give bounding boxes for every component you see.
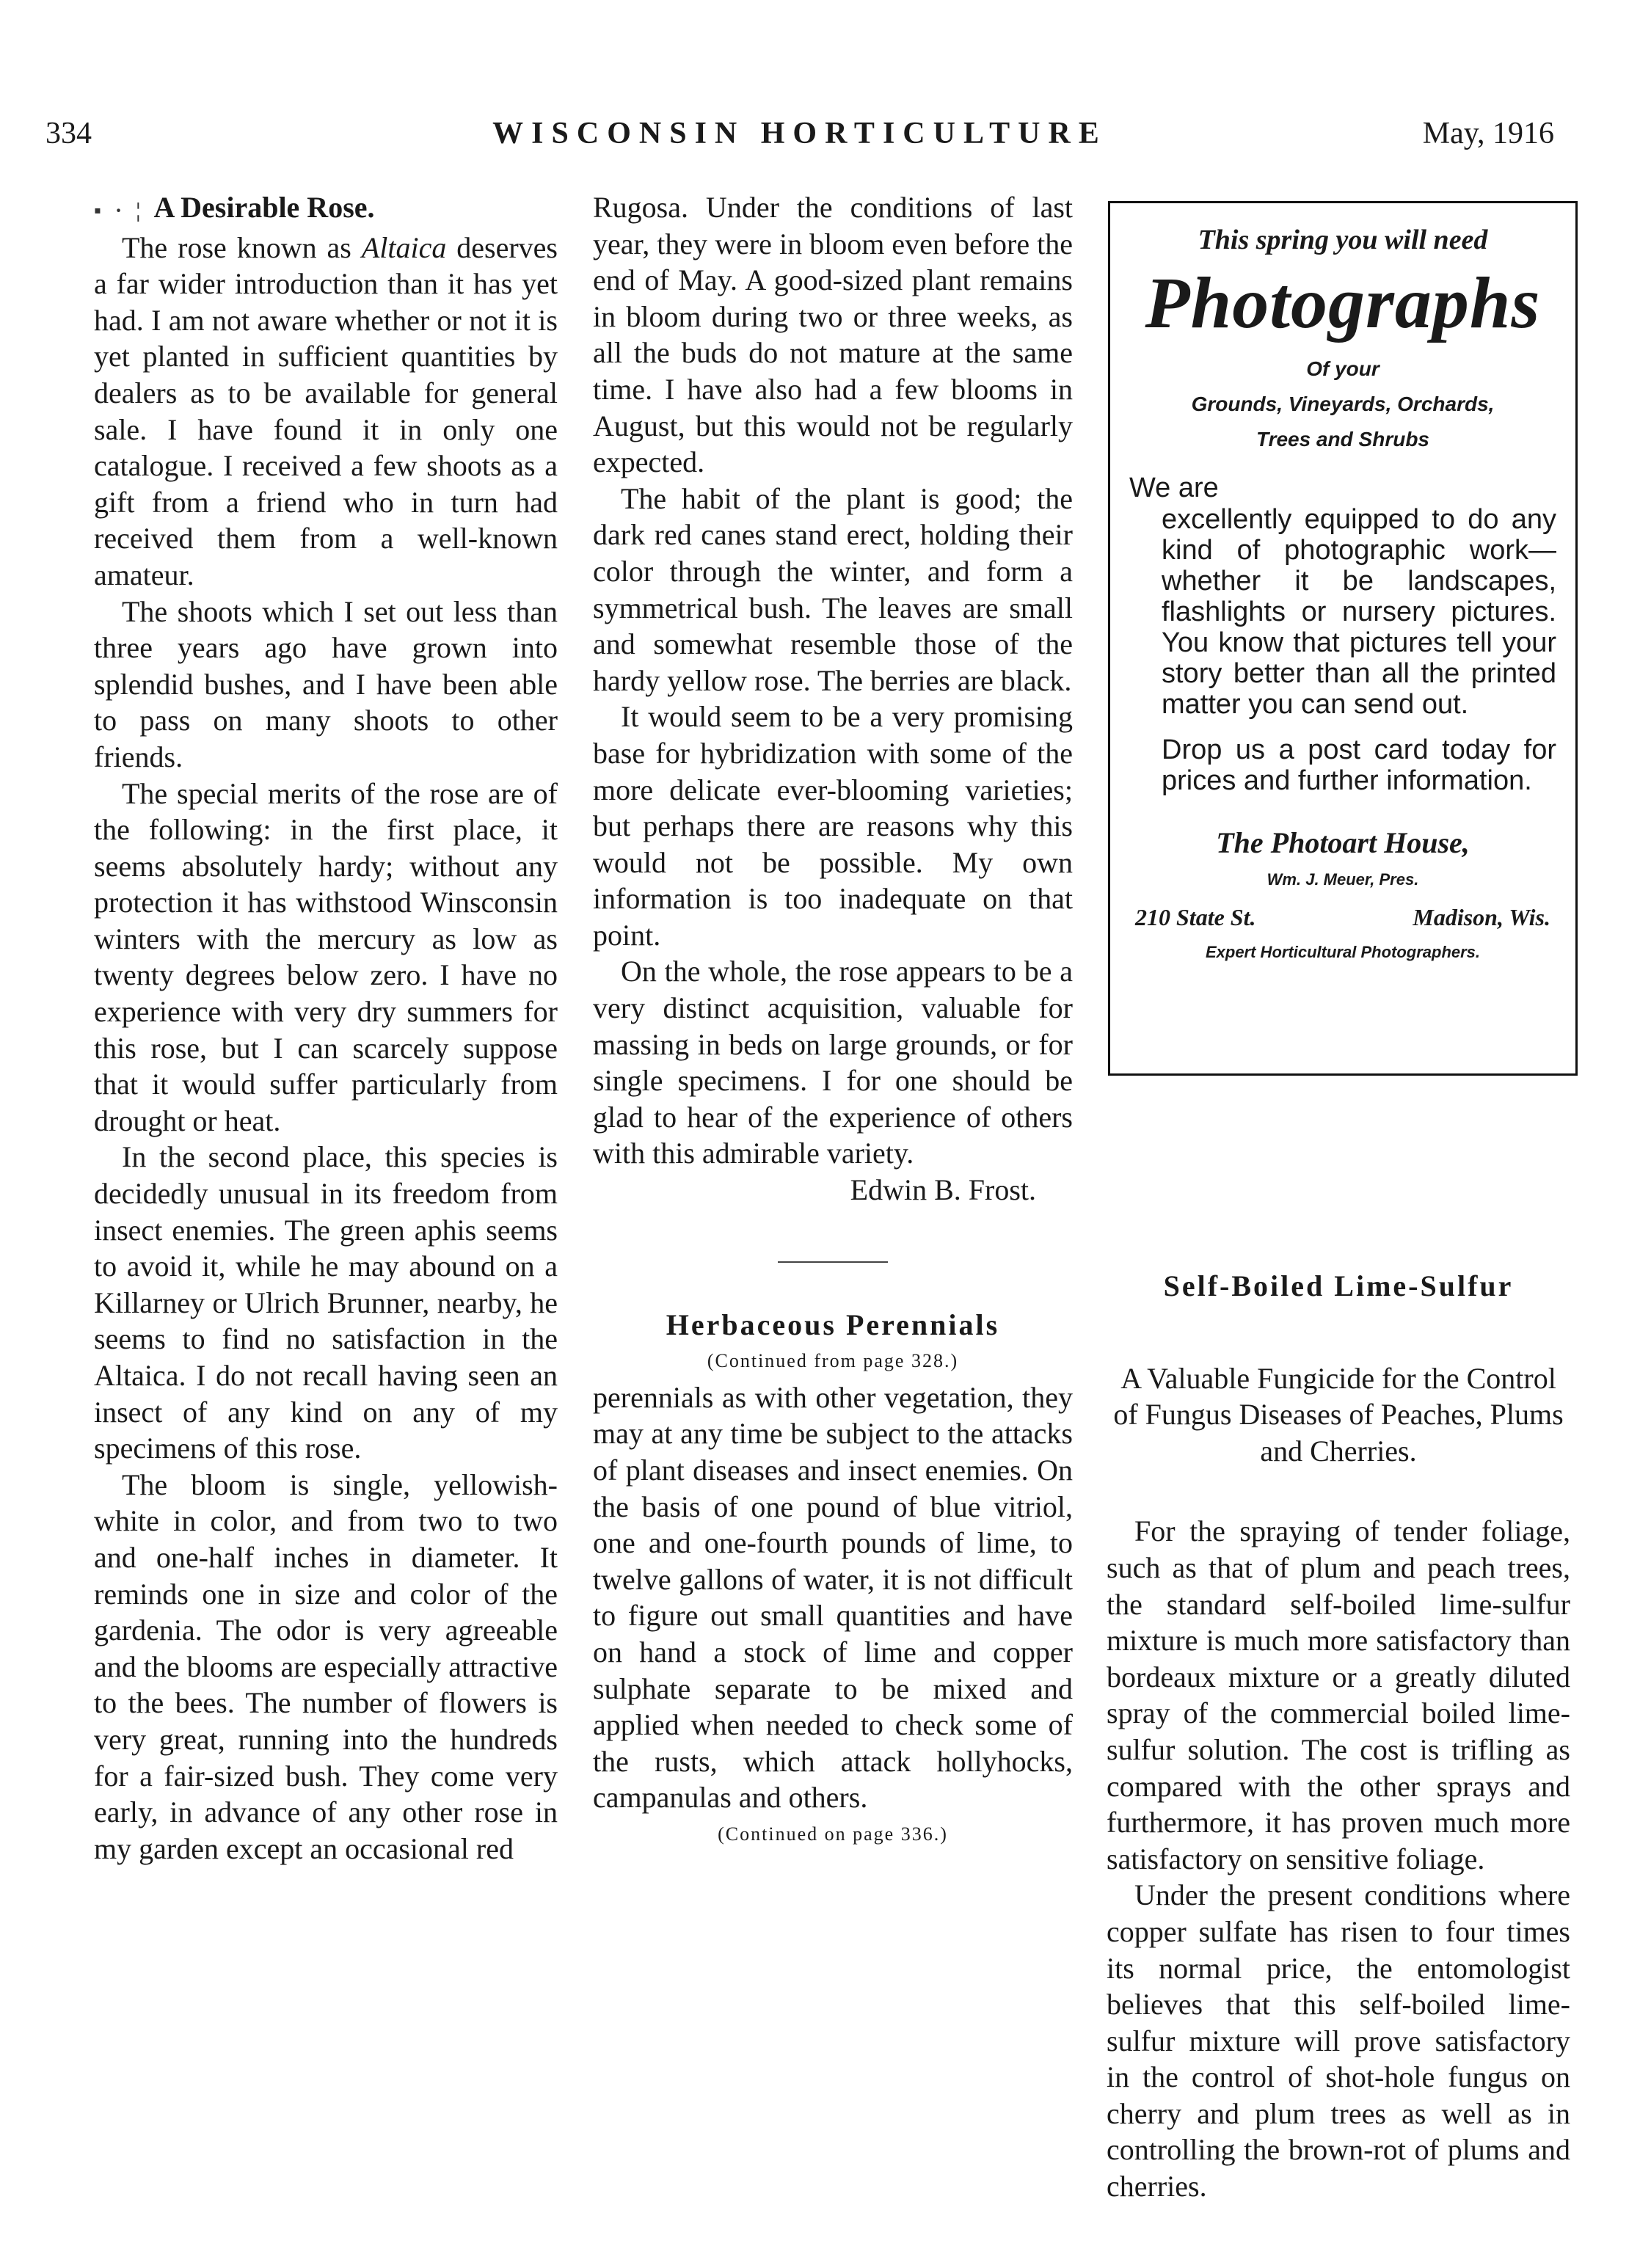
rose-author-signature: Edwin B. Frost. (850, 1173, 1036, 1207)
page-header (45, 116, 1554, 157)
sulfur-paragraph-1: For the spraying of tender foliage, such as that of plum and peach trees, the standard self-boiled lime-sulfur mixture is much more satisfactory than bordeaux mixture or a greatly diluted spray of the commercial boiled lime-sulfur solution. The cost is trifling as compared with the other sprays and furthermore, it has proven much more satisfactory on sensitive foliage. (1107, 1514, 1570, 1875)
photoart-advertisement (1108, 201, 1578, 1076)
ad-subjects-line-1: Grounds, Vineyards, Orchards, (1191, 393, 1495, 415)
issue-date: May, 1916 (1422, 117, 1554, 150)
rose-paragraph-3: The special merits of the rose are of the following: in the first place, it seems absolutely hardy; without any protection it has withstood Winsconsin winters with the mercury as low as twenty degrees below zero. I have no experience with very dry summers for this rose, but I can scarcely suppose that it would suffer particularly from drought or heat. (94, 776, 558, 1137)
continued-from-note: (Continued from page 328.) (707, 1350, 959, 1372)
ad-of-your: Of your (1306, 357, 1380, 380)
ad-bottom-tagline: Expert Horticultural Photographers. (1205, 943, 1481, 961)
column-right (1107, 1268, 1570, 2205)
perennials-title: Herbaceous Perennials (666, 1308, 1000, 1341)
rose-paragraph-5-continued: Rugosa. Under the conditions of last year, they were in bloom even before the end of May. A good-sized plant remains in bloom during two or three weeks, as all the buds do not mature at the same time. I have also had a few blooms in August, but this would not be regularly expected. (593, 191, 1073, 479)
ad-headline: Photographs (1145, 262, 1541, 343)
ad-subjects-line-2: Trees and Shrubs (1255, 428, 1429, 451)
ad-president: Wm. J. Meuer, Pres. (1267, 870, 1419, 889)
rose-paragraph-4: In the second place, this species is decidedly unusual in its freedom from insect enemies. The green aphis seems to avoid it, while he may abound on a Killarney or Ulrich Brunner, nearby, he seems to find no satisfaction in the Altaica. I do not recall having seen an insect of any kind on any of my specimens of this rose. (94, 1140, 558, 1465)
ad-company-name: The Photoart House, (1216, 826, 1470, 859)
ad-address-row (1129, 904, 1556, 931)
section-divider (778, 1261, 888, 1263)
ad-body-2: Drop us a post card today for prices and further information. (1162, 734, 1556, 796)
rose-paragraph-7: It would seem to be a very promising base for hybridization with some of the more delicate ever-blooming varieties; but perhaps there are reasons why this would not be possible. My own information is too inadequate on that point. (593, 700, 1073, 952)
rose-paragraph-1: The rose known as Altaica deserves a far wider introduction than it has yet had. I am not aware whether or not it is yet planted in sufficient quantities by dealers as to be available for general sale. I have found it in only one catalogue. I received a few shoots as a gift from a friend who in turn had received them from a well-known amateur. (94, 230, 558, 591)
rose-article-title: ▪ · ¦ A Desirable Rose. (94, 191, 375, 224)
rose-paragraph-2: The shoots which I set out less than three years ago have grown into splendid bushes, and I have been able to pass on many shoots to other friends. (94, 594, 558, 773)
rose-paragraph-8: On the whole, the rose appears to be a very distinct acquisition, valuable for massing in beds on large grounds, or for single specimens. I for one should be glad to hear of the experience of others with this admirable variety. (593, 955, 1073, 1170)
continued-on-note: (Continued on page 336.) (718, 1823, 948, 1845)
ad-city: Madison, Wis. (1413, 904, 1550, 930)
page-number: 334 (45, 117, 92, 150)
ad-tagline-top: This spring you will need (1198, 225, 1488, 255)
perennials-body: perennials as with other vegetation, they may at any time be subject to the attacks of plant diseases and insect enemies. On the basis of one pound of blue vitriol, one and one-fourth pounds of lime, to twelve gallons of water, it is not difficult to figure out small quantities and have on hand a stock of lime and copper sulphate separate to be mixed and applied when needed to check some of the rusts, which attack hollyhocks, campanulas and others. (593, 1380, 1073, 1815)
sulfur-paragraph-2: Under the present conditions where copper sulfate has risen to four times its normal price, the entomologist believes that this self-boiled lime-sulfur mixture will prove satisfactory in the control of shot-hole fungus on cherry and plum trees as well as in controlling the brown-rot of plums and cherries. (1107, 1878, 1570, 2203)
print-marks: ▪ · ¦ (94, 200, 145, 222)
rose-paragraph-5: The bloom is single, yellowish-white in color, and from two to two and one-half inches in diameter. It reminds one in size and color of the gardenia. The odor is very agreeable and the blooms are especially attractive to the bees. The number of flowers is very great, running into the hundreds for a fair-sized bush. They come very early, in advance of any other rose in my garden except an occasional red (94, 1467, 558, 1865)
ad-street: 210 State St. (1135, 904, 1256, 930)
ad-body-1: excellently equipped to do any kind of photographic work—whether it be landscapes, flashlights or nursery pictures. You know that pictures tell your story better than all the printed matter you can send out. (1162, 504, 1556, 720)
rose-paragraph-6: The habit of the plant is good; the dark red canes stand erect, holding their color through the winter, and form a symmetrical bush. The leaves are small and somewhat resemble those of the hardy yellow rose. The berries are black. (593, 481, 1073, 697)
ad-we-are: We are (1129, 473, 1219, 503)
sulfur-subtitle: A Valuable Fungicide for the Control of Fungus Diseases of Peaches, Plums and Cherries. (1113, 1361, 1564, 1467)
column-left (94, 189, 558, 1867)
journal-title: WISCONSIN HORTICULTURE (492, 117, 1107, 150)
column-middle (593, 189, 1073, 1853)
sulfur-title: Self-Boiled Lime-Sulfur (1163, 1269, 1514, 1302)
